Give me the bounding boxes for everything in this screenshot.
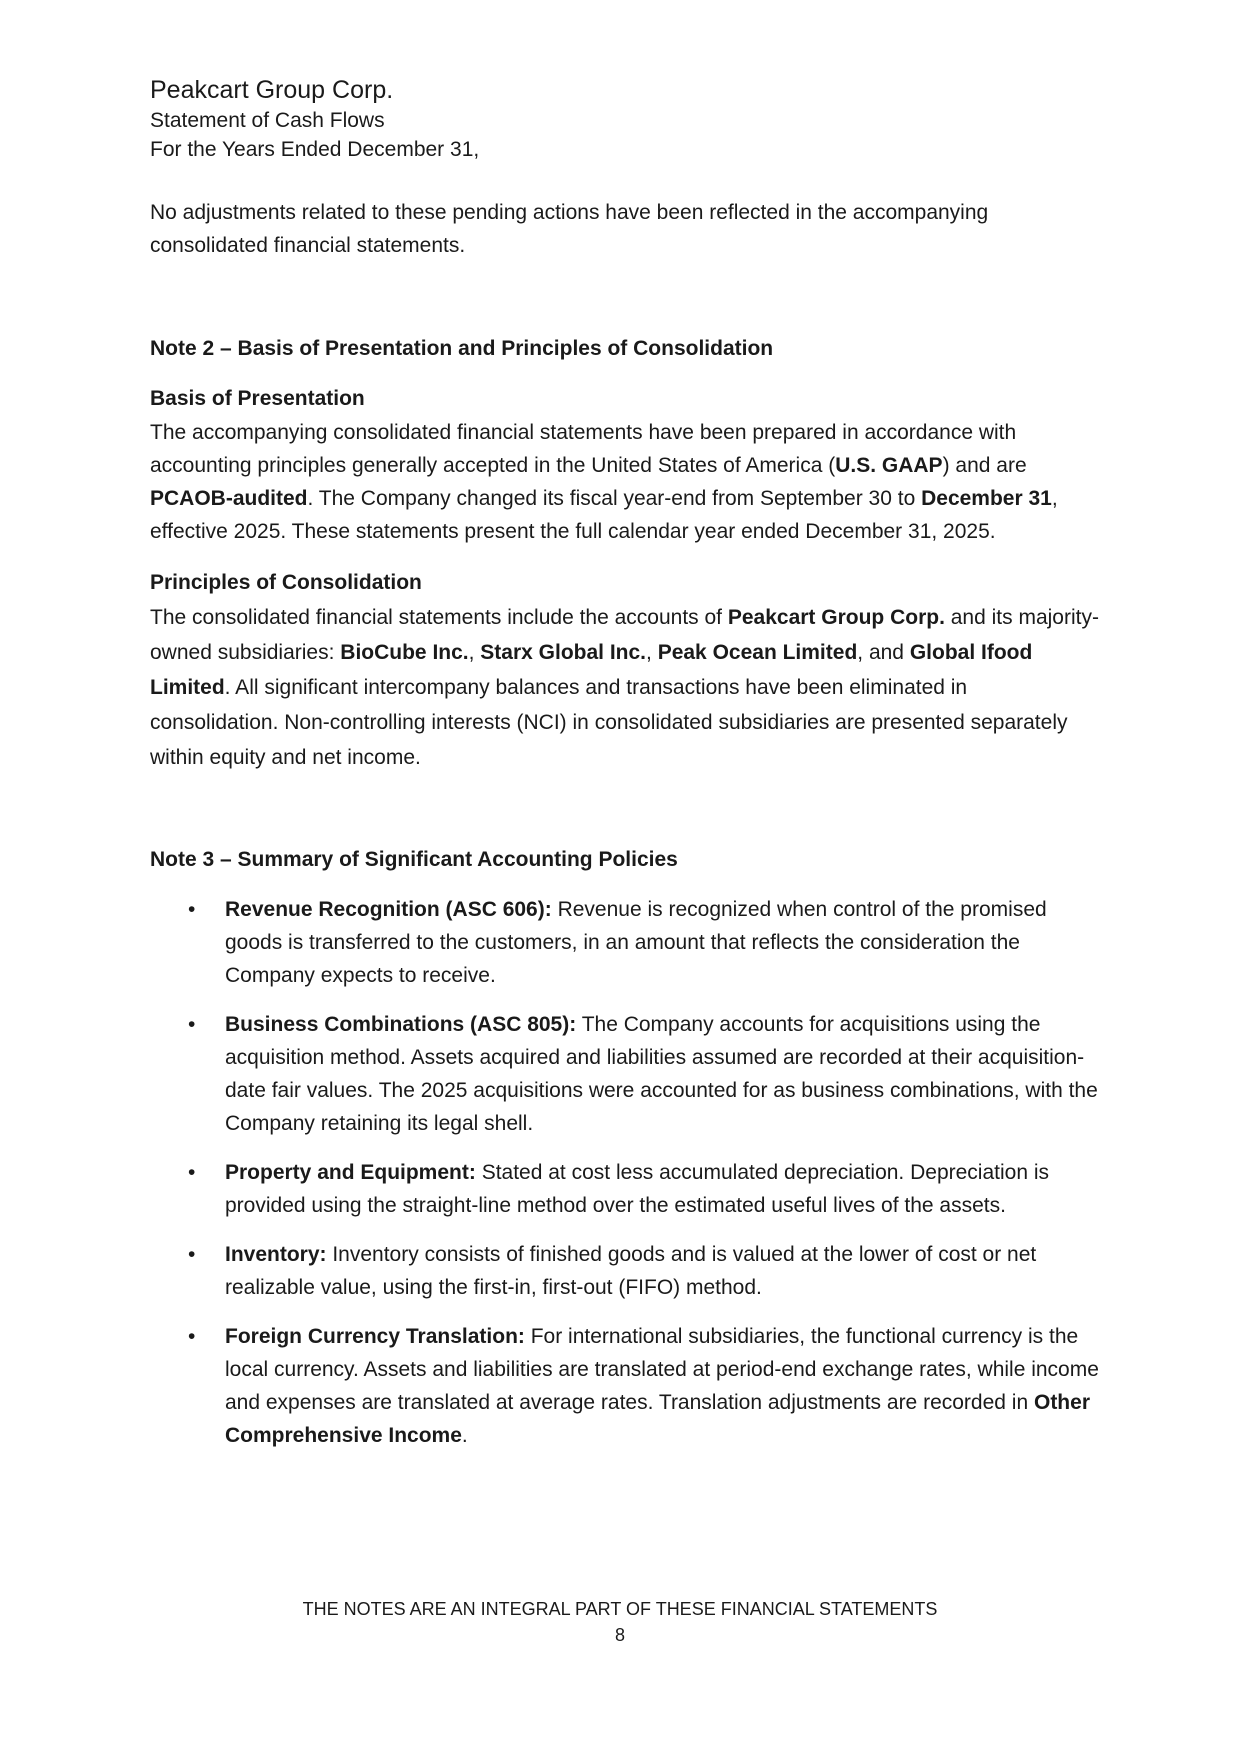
emphasis-text: December 31 <box>921 487 1052 510</box>
page-footer <box>0 1596 1240 1648</box>
emphasis-text: Peak Ocean Limited <box>657 641 858 664</box>
page-number: 8 <box>614 1625 625 1645</box>
policy-text <box>225 1013 1098 1135</box>
accounting-policies-list <box>150 893 1100 1452</box>
body-text-run: . <box>461 1424 468 1447</box>
policy-text <box>225 898 1047 987</box>
emphasis-text: U.S. GAAP <box>835 454 943 477</box>
policy-text <box>225 1243 1036 1299</box>
emphasis-text: Other Comprehensive Income <box>225 1391 1090 1447</box>
body-text-run: , effective 2025. These statements present the full calendar year ended December 31, 2025. <box>150 487 1058 543</box>
emphasis-text: Global Ifood Limited <box>150 641 1033 699</box>
emphasis-text: Peakcart Group Corp. <box>727 606 945 629</box>
policy-item-business-combinations <box>150 1008 1100 1140</box>
emphasis-text: Starx Global Inc. <box>480 641 647 664</box>
body-text-run: ) and are <box>942 454 1027 477</box>
emphasis-text: BioCube Inc. <box>340 641 469 664</box>
note2-heading: Note 2 – Basis of Presentation and Principles of Consolidation <box>150 337 774 360</box>
basis-of-presentation-heading: Basis of Presentation <box>150 387 365 410</box>
body-text-run: The accompanying consolidated financial statements have been prepared in accordance with accounting principles generally accepted in the United States of America ( <box>150 421 1017 477</box>
body-text-run: , <box>646 641 658 664</box>
footer-notice: THE NOTES ARE AN INTEGRAL PART OF THESE FINANCIAL STATEMENTS <box>302 1599 938 1619</box>
body-text-run: Stated at cost less accumulated depreciation. Depreciation is provided using the straight-line method over the estimated useful lives of the assets. <box>225 1161 1050 1217</box>
bullet-icon: • <box>188 1013 196 1036</box>
body-text-run: Revenue is recognized when control of the promised goods is transferred to the customers, in an amount that reflects the consideration the Company expects to receive. <box>225 898 1047 987</box>
policy-text <box>225 1161 1049 1217</box>
bullet-icon: • <box>188 1243 196 1266</box>
statement-period: For the Years Ended December 31, <box>150 138 480 161</box>
policy-item-inventory <box>150 1238 1100 1304</box>
principles-of-consolidation-text <box>150 600 1100 775</box>
policy-text <box>225 1325 1099 1447</box>
body-text-run: The consolidated financial statements include the accounts of <box>150 606 728 629</box>
emphasis-text: PCAOB-audited <box>150 487 308 510</box>
policy-item-property-and-equipment <box>150 1156 1100 1222</box>
emphasis-text: Inventory: <box>225 1243 327 1266</box>
emphasis-text: Revenue Recognition (ASC 606): <box>225 898 552 921</box>
body-text-run: For international subsidiaries, the functional currency is the local currency. Assets and liabilities are translated at period-end exchange rates, while income and expenses are translated at average rates. Translation adjustments are recorded in <box>225 1325 1099 1414</box>
bullet-icon: • <box>188 1161 196 1184</box>
body-text-run: The Company accounts for acquisitions using the acquisition method. Assets acquired and liabilities assumed are recorded at their acquisition-date fair values. The 2025 acquisitions were accounted for as business combinations, with the Company retaining its legal shell. <box>225 1013 1098 1135</box>
emphasis-text: Foreign Currency Translation: <box>225 1325 525 1348</box>
policy-item-revenue-recognition <box>150 893 1100 992</box>
body-text-run: Inventory consists of finished goods and is valued at the lower of cost or net realizable value, using the first-in, first-out (FIFO) method. <box>225 1243 1037 1299</box>
emphasis-text: Business Combinations (ASC 805): <box>225 1013 577 1036</box>
body-text-run: , <box>468 641 481 664</box>
basis-of-presentation-text <box>150 416 1100 548</box>
note3-heading: Note 3 – Summary of Significant Accounting Policies <box>150 848 678 871</box>
bullet-icon: • <box>188 898 196 921</box>
body-text-run: and its majority-owned subsidiaries: <box>150 606 1099 664</box>
body-text-run: , and <box>857 641 910 664</box>
body-text-run: . All significant intercompany balances and transactions have been eliminated in consolidation. Non-controlling interests (NCI) in consolidated subsidiaries are presented separately within equity and net income. <box>150 676 1068 769</box>
bullet-icon: • <box>188 1325 196 1348</box>
emphasis-text: Property and Equipment: <box>225 1161 476 1184</box>
principles-of-consolidation-heading: Principles of Consolidation <box>150 571 422 594</box>
document-page <box>150 74 1100 1468</box>
intro-paragraph: No adjustments related to these pending actions have been reflected in the accompanying consolidated financial statements. <box>150 201 989 257</box>
statement-title: Statement of Cash Flows <box>150 109 385 132</box>
company-name: Peakcart Group Corp. <box>150 76 394 104</box>
policy-item-foreign-currency-translation <box>150 1320 1100 1452</box>
body-text-run: . The Company changed its fiscal year-end from September 30 to <box>307 487 922 510</box>
